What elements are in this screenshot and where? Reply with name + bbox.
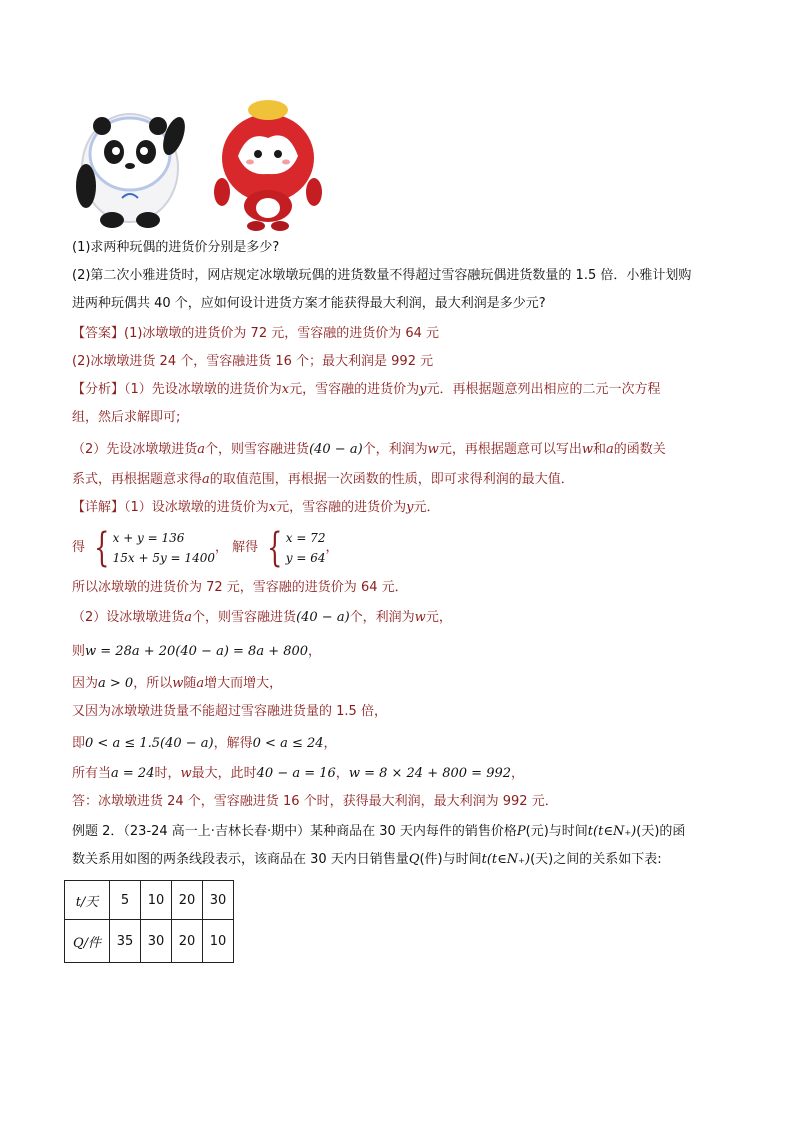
bing-dwen-dwen-image [76, 114, 189, 228]
profit-function: 则w = 28a + 20(40 − a) = 8a + 800， [72, 644, 322, 659]
table-cell: 35 [110, 920, 141, 963]
table-cell: 10 [141, 881, 172, 920]
table-cell: 5 [110, 881, 141, 920]
sales-table [64, 880, 234, 963]
question-2-line-2: 进两种玩偶共 40 个，应如何设计进货方案才能获得最大利润，最大利润是多少元? [72, 296, 546, 311]
shuey-rhon-rhon-image [214, 100, 322, 231]
answer-2: (2)冰墩墩进货 24 个，雪容融进货 16 个；最大利润是 992 元 [72, 354, 434, 369]
detail-2: （2）设冰墩墩进货a个，则雪容融进货(40 − a)个，利润为w元， [72, 610, 452, 625]
analysis-1-cont: 组，然后求解即可; [72, 410, 181, 425]
inequality-line: 即0 < a ≤ 1.5(40 − a)，解得0 < a ≤ 24， [72, 736, 337, 751]
table-cell: 10 [203, 920, 234, 963]
question-1: (1)求两种玩偶的进货价分别是多少? [72, 240, 280, 255]
mascot-illustration [72, 96, 332, 232]
table-row [65, 881, 234, 920]
monotonic-line: 因为a > 0，所以w随a增大而增大， [72, 676, 283, 691]
solution-1: 所以冰墩墩的进货价为 72 元，雪容融的进货价为 64 元． [72, 580, 408, 595]
equation-system-line: 得 { x + y = 136 15x + 5y = 1400 ， 解得 { x = 72 y = 64 ， [72, 524, 339, 571]
max-line: 所有当a = 24时，w最大，此时40 − a = 16，w = 8 × 24 + 800 = 992， [72, 766, 525, 781]
detail-1: 【详解】（1）设冰墩墩的进货价为x元，雪容融的进货价为y元． [72, 500, 440, 515]
question-2-line-1: (2)第二次小雅进货时，网店规定冰墩墩玩偶的进货数量不得超过雪容融玩偶进货数量的 1.5 倍．小雅计划购 [72, 268, 692, 283]
example-2-line-1: 例题 2．（23-24 高一上·吉林长春·期中）某种商品在 30 天内每件的销售价格P(元)与时间t(t∈N₊)(天)的函 [72, 824, 686, 839]
table-cell: 30 [141, 920, 172, 963]
analysis-2-cont: 系式，再根据题意求得a的取值范围，再根据一次函数的性质，即可求得利润的最大值． [72, 472, 574, 487]
table-cell: 20 [172, 920, 203, 963]
constraint-line: 又因为冰墩墩进货量不能超过雪容融进货量的 1.5 倍， [72, 704, 387, 719]
answer-1: 【答案】(1)冰墩墩的进货价为 72 元，雪容融的进货价为 64 元 [72, 326, 440, 341]
table-header: t/天 [65, 881, 110, 920]
table-header: Q/件 [65, 920, 110, 963]
table-cell: 20 [172, 881, 203, 920]
equation-system: { x + y = 136 15x + 5y = 1400 [94, 524, 215, 571]
final-answer: 答：冰墩墩进货 24 个，雪容融进货 16 个时，获得最大利润，最大利润为 992 元． [72, 794, 558, 809]
analysis-1: 【分析】（1）先设冰墩墩的进货价为x元，雪容融的进货价为y元．再根据题意列出相应的二元一次方程 [72, 382, 661, 397]
table-row [65, 920, 234, 963]
analysis-2: （2）先设冰墩墩进货a个，则雪容融进货(40 − a)个，利润为w元，再根据题意可以写出w和a的函数关 [72, 442, 666, 457]
example-2-line-2: 数关系用如图的两条线段表示，该商品在 30 天内日销售量Q(件)与时间t(t∈N₊)(天)之间的关系如下表: [72, 852, 662, 867]
table-cell: 30 [203, 881, 234, 920]
solution-system: { x = 72 y = 64 [267, 524, 326, 571]
